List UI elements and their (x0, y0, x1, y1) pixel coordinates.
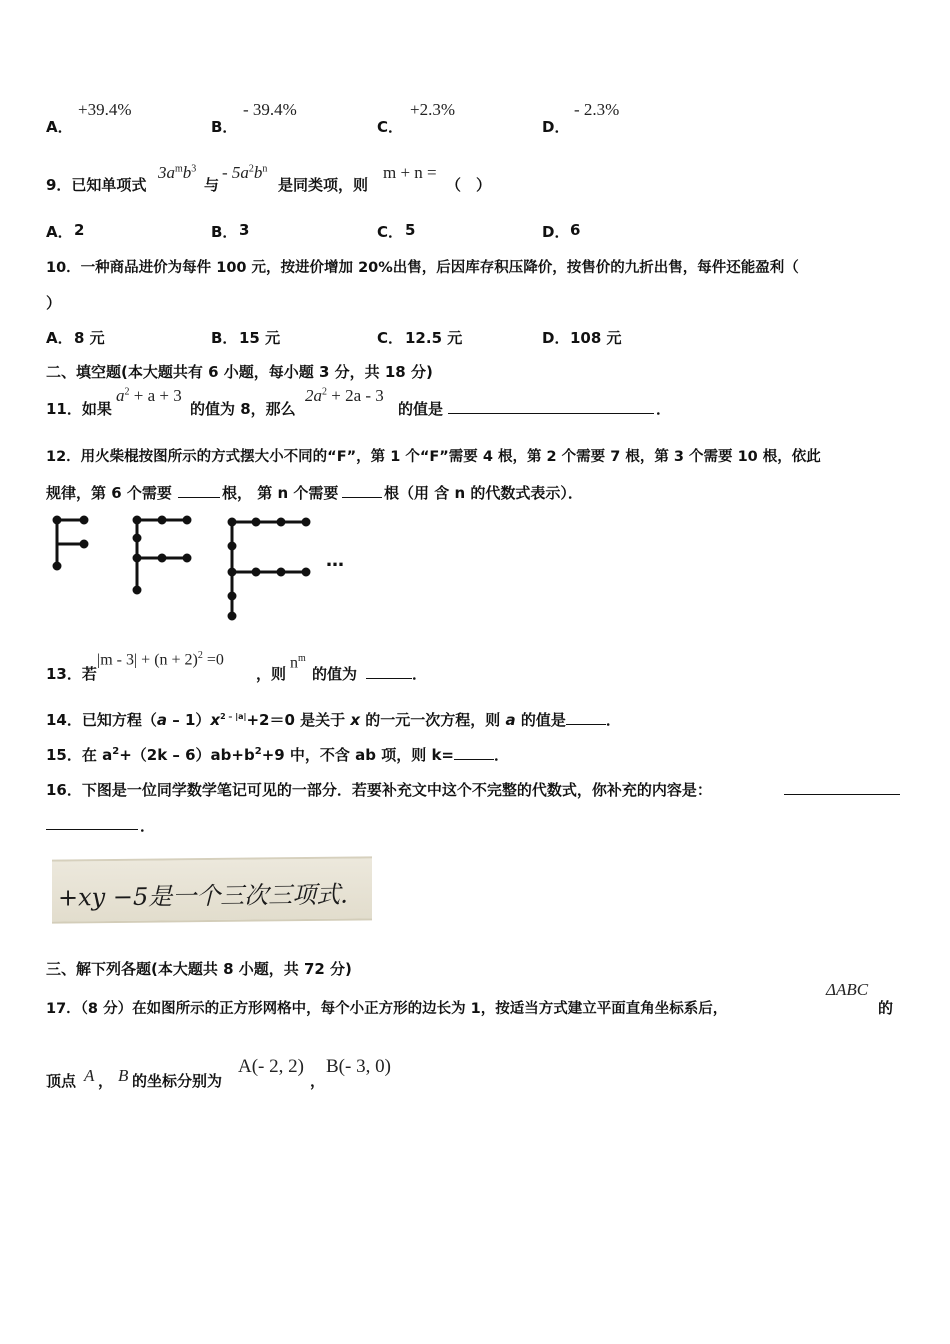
q10-option-d-letter: D． (542, 329, 570, 347)
q10-line2: ） (46, 294, 62, 312)
q9-option-b-value: 3 (239, 221, 250, 239)
section-3-title: 三、解下列各题(本大题共 8 小题，共 72 分) (46, 960, 352, 978)
q14-answer-blank (566, 710, 606, 725)
q17-coord-a: A(- 2, 2) (238, 1056, 304, 1077)
q17-line2-a: 顶点 (46, 1072, 77, 1090)
q8-option-c-letter: C． (377, 118, 404, 136)
q13-prefix: 13．若 (46, 665, 97, 683)
q9-option-a-letter: A． (46, 223, 73, 241)
q17-vertex-b: B (118, 1066, 129, 1085)
q17-line1: 17．（8 分）在如图所示的正方形网格中，每个小正方形的边长为 1，按适当方式建立平面直角坐标系后， (46, 1001, 728, 1017)
q9-expr3: m + n = (383, 163, 437, 182)
section-2-title: 二、填空题(本大题共有 6 小题，每小题 3 分，共 18 分) (46, 363, 433, 381)
q11-answer-blank (448, 399, 654, 414)
q16-answer-blank-2 (46, 815, 138, 830)
q10-option-a-letter: A． (46, 329, 73, 347)
q8-option-d-letter: D． (542, 118, 570, 136)
q10-option-c-letter: C． (377, 329, 404, 347)
q8-option-d-value: - 2.3% (574, 100, 620, 119)
question-15: 15．在 $a^2+(2k - 6)ab+b^2+9$ 中，不含 ab 项，则 k= ． (46, 746, 510, 764)
q10-option-d-value: 108 元 (570, 329, 622, 347)
q11-end: ． (656, 400, 672, 418)
q16-line1: 16．下图是一位同学数学笔记可见的一部分．若要补充文中这个不完整的代数式，你补充的内容是： (46, 781, 712, 799)
q13-tail: 的值为 (312, 665, 358, 683)
q9-mid: 与 (204, 176, 220, 194)
q13-expr2: $n^m$ (290, 653, 306, 672)
q9-option-d-letter: D． (542, 223, 570, 241)
q8-option-c-value: +2.3% (410, 100, 455, 119)
q9-option-c-value: 5 (405, 221, 416, 239)
f-shape-3 (229, 519, 309, 619)
q16-end: ． (140, 817, 156, 835)
q11-prefix: 11．如果 (46, 400, 112, 418)
q11-expr1: $a^2 + a + 3$ (116, 386, 182, 405)
q11-mid: 的值为 8，那么 (190, 400, 296, 418)
q15-answer-blank (454, 745, 494, 760)
q17-triangle: ΔABC (826, 980, 869, 999)
q8-option-a-value: +39.4% (78, 100, 132, 119)
q9-tail: 是同类项，则 (278, 176, 369, 194)
q17-vertex-a: A (84, 1066, 95, 1085)
q12-line1: 12．用火柴棍按图所示的方式摆大小不同的“F”，第 1 个“F”需要 4 根，第 2 个需要 7 根，第 3 个需要 10 根，依此 (46, 449, 821, 465)
q8-option-b-letter: B． (211, 118, 238, 136)
question-14: 14．已知方程$(a - 1)x^{2 - |a|}+2=0$ 是关于 x 的一元一次方程，则 a 的值是 ． (46, 711, 621, 729)
q13-mid: ，则 (256, 665, 287, 683)
q13-expr: $|m - 3| + (n + 2)^2 =0$ (97, 650, 224, 669)
q9-expr2: - $5a^2b^n$ (222, 163, 268, 182)
q16-answer-blank-1 (784, 780, 900, 795)
q12-blank-6th (178, 483, 220, 498)
q10-option-b-value: 15 元 (239, 329, 281, 347)
q9-option-b-letter: B． (211, 223, 238, 241)
q9-paren: （ ） (446, 176, 492, 194)
f-shape-1 (54, 517, 87, 569)
q10-option-c-value: 12.5 元 (405, 329, 463, 347)
q10-option-a-value: 8 元 (74, 329, 105, 347)
q9-option-c-letter: C． (377, 223, 404, 241)
q14-prefix: 14．已知方程（ (46, 711, 157, 729)
q9-option-d-value: 6 (570, 221, 581, 239)
q17-comma-1: ， (98, 1072, 114, 1090)
q17-comma-2: ， (310, 1072, 326, 1090)
matchstick-f-figure (44, 508, 364, 628)
q12-line2-c: 根（用 含 n 的代数式表示）． (384, 484, 583, 502)
q17-line1-tail: 的 (878, 999, 894, 1017)
q9-prefix: 9．已知单项式 (46, 176, 147, 194)
q11-expr2: $2a^2 + 2a - 3$ (305, 386, 384, 405)
q12-blank-nth (342, 483, 382, 498)
q8-option-a-letter: A． (46, 118, 73, 136)
notebook-snippet (52, 856, 372, 923)
q13-end: ． (412, 665, 428, 683)
q9-expr1: $3a^mb^3$ (158, 163, 197, 182)
q13-answer-blank (366, 664, 412, 679)
q10-option-b-letter: B． (211, 329, 238, 347)
q11-tail: 的值是 (398, 400, 444, 418)
q12-ellipsis: … (326, 550, 344, 571)
q17-coord-b: B(- 3, 0) (326, 1056, 391, 1077)
q8-option-b-value: - 39.4% (243, 100, 297, 119)
q12-line2-b: 根， 第 n 个需要 (222, 484, 339, 502)
q12-line2-a: 规律，第 6 个需要 (46, 484, 172, 502)
notebook-snippet-text: +xy −5是一个三次三项式. (58, 880, 348, 912)
q17-line2-b: 的坐标分别为 (132, 1072, 223, 1090)
q9-option-a-value: 2 (74, 221, 85, 239)
q10-line1: 10．一种商品进价为每件 100 元，按进价增加 20%出售，后因库存积压降价，按售价的九折出售，每件还能盈利（ (46, 260, 799, 276)
f-shape-2 (134, 517, 190, 593)
